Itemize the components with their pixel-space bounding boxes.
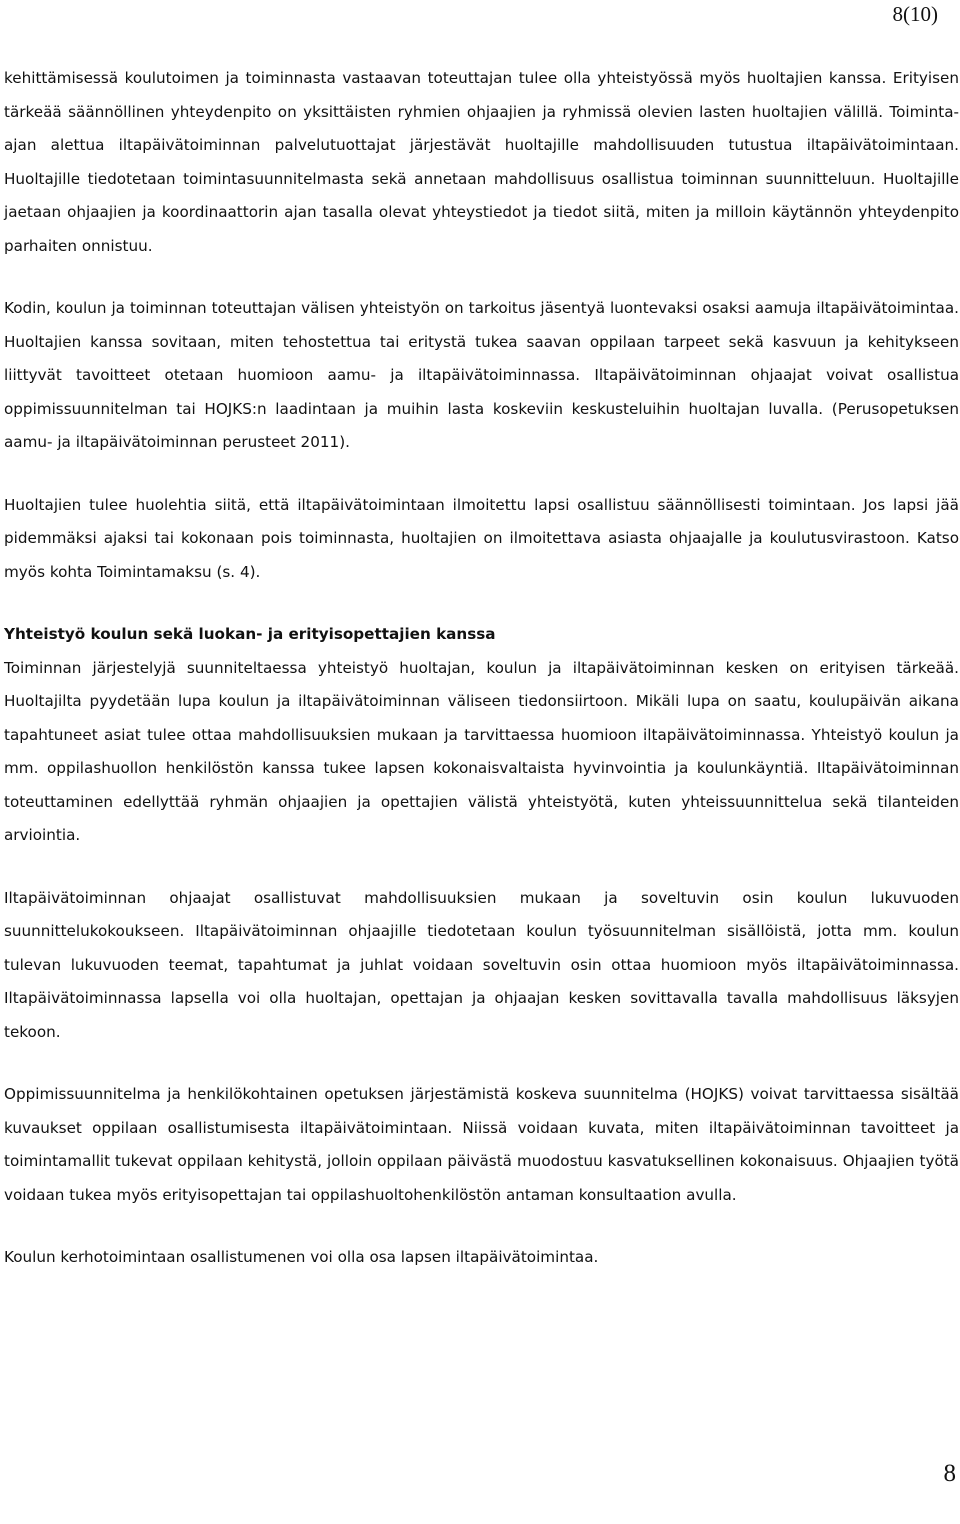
paragraph: Huoltajien tulee huolehtia siitä, että iltapäivätoimintaan ilmoitettu lapsi osallistuu säännöllisesti toimintaan. Jos lapsi jää pidemmäksi ajaksi tai kokonaan pois toiminnasta, huoltajien on ilmoitettava asiasta ohjaajalle ja koulutusvirastoon. Katso myös kohta Toimintamaksu (s. 4).	[4, 495, 959, 581]
page-number-footer: 8	[943, 1460, 956, 1487]
paragraph: Iltapäivätoiminnan ohjaajat osallistuvat mahdollisuuksien mukaan ja soveltuvin osin koulun lukuvuoden suunnittelukokoukseen. Iltapäivätoiminnan ohjaajille tiedotetaan koulun työsuunnitelman sisällöistä, jotta mm. koulun tulevan lukuvuoden teemat, tapahtumat ja juhlat voidaan soveltuvin osin ottaa huomioon myös iltapäivätoiminnassa. Iltapäivätoiminnassa lapsella voi olla huoltajan, opettajan ja ohjaajan kesken sovittavalla tavalla mahdollisuus läksyjen tekoon.	[4, 888, 959, 1041]
paragraph: Kodin, koulun ja toiminnan toteuttajan välisen yhteistyön on tarkoitus jäsentyä luontevaksi osaksi aamuja iltapäivätoimintaa. Huoltajien kanssa sovitaan, miten tehostettua tai eritystä tukea saavan oppilaan tarpeet sekä kasvuun ja kehitykseen liittyvät tavoitteet otetaan huomioon aamu- ja iltapäivätoiminnassa. Iltapäivätoiminnan ohjaajat voivat osallistua oppimissuunnitelman tai HOJKS:n laadintaan ja muihin lasta koskeviin keskusteluihin huoltajan luvalla. (Perusopetuksen aamu- ja iltapäivätoiminnan perusteet 2011).	[4, 299, 959, 451]
paragraph: Koulun kerhotoimintaan osallistumenen voi olla osa lapsen iltapäivätoimintaa.	[4, 1248, 599, 1266]
page-number-header: 8(10)	[892, 2, 938, 26]
paragraph: Toiminnan järjestelyjä suunniteltaessa yhteistyö huoltajan, koulun ja iltapäivätoiminnan kesken on erityisen tärkeää. Huoltajilta pyydetään lupa koulun ja iltapäivätoiminnan väliseen tiedonsiirtoon. Mikäli lupa on saatu, koulupäivän aikana tapahtuneet asiat tulee ottaa mahdollisuuksien mukaan ja tarvittaessa huomioon iltapäivätoiminnassa. Yhteistyö koulun ja mm. oppilashuollon henkilöstön kanssa tukee lapsen kokonaisvaltaista hyvinvointia ja koulunkäyntiä. Iltapäivätoiminnan toteuttaminen edellyttää ryhmän ohjaajien ja opettajien välistä yhteistyötä, kuten yhteissuunnittelua sekä tilanteiden arviointia.	[4, 658, 959, 844]
section-heading: Yhteistyö koulun sekä luokan- ja erityisopettajien kanssa	[4, 625, 496, 643]
paragraph: Oppimissuunnitelma ja henkilökohtainen opetuksen järjestämistä koskeva suunnitelma (HOJKS) voivat tarvittaessa sisältää kuvaukset oppilaan osallistumisesta iltapäivätoimintaan. Niissä voidaan kuvata, miten iltapäivätoiminnan tavoitteet ja toimintamallit tukevat oppilaan kehitystä, jolloin oppilaan päivästä muodostuu kasvatuksellinen kokonaisuus. Ohjaajien työtä voidaan tukea myös erityisopettajan tai oppilashuoltohenkilöstön antaman konsultaation avulla.	[4, 1085, 959, 1204]
document-body	[4, 62, 959, 1304]
paragraph: kehittämisessä koulutoimen ja toiminnasta vastaavan toteuttajan tulee olla yhteistyössä myös huoltajien kanssa. Erityisen tärkeää säännöllinen yhteydenpito on yksittäisten ryhmien ohjaajien ja ryhmissä olevien lasten huoltajien välillä. Toiminta-ajan alettua iltapäivätoiminnan palvelutuottajat järjestävät huoltajille mahdollisuuden tutustua iltapäivätoimintaan. Huoltajille tiedotetaan toimintasuunnitelmasta sekä annetaan mahdollisuus osallistua toiminnan suunnitteluun. Huoltajille jaetaan ohjaajien ja koordinaattorin ajan tasalla olevat yhteystiedot ja tiedot siitä, miten ja milloin käytännön yhteydenpito parhaiten onnistuu.	[4, 69, 959, 255]
